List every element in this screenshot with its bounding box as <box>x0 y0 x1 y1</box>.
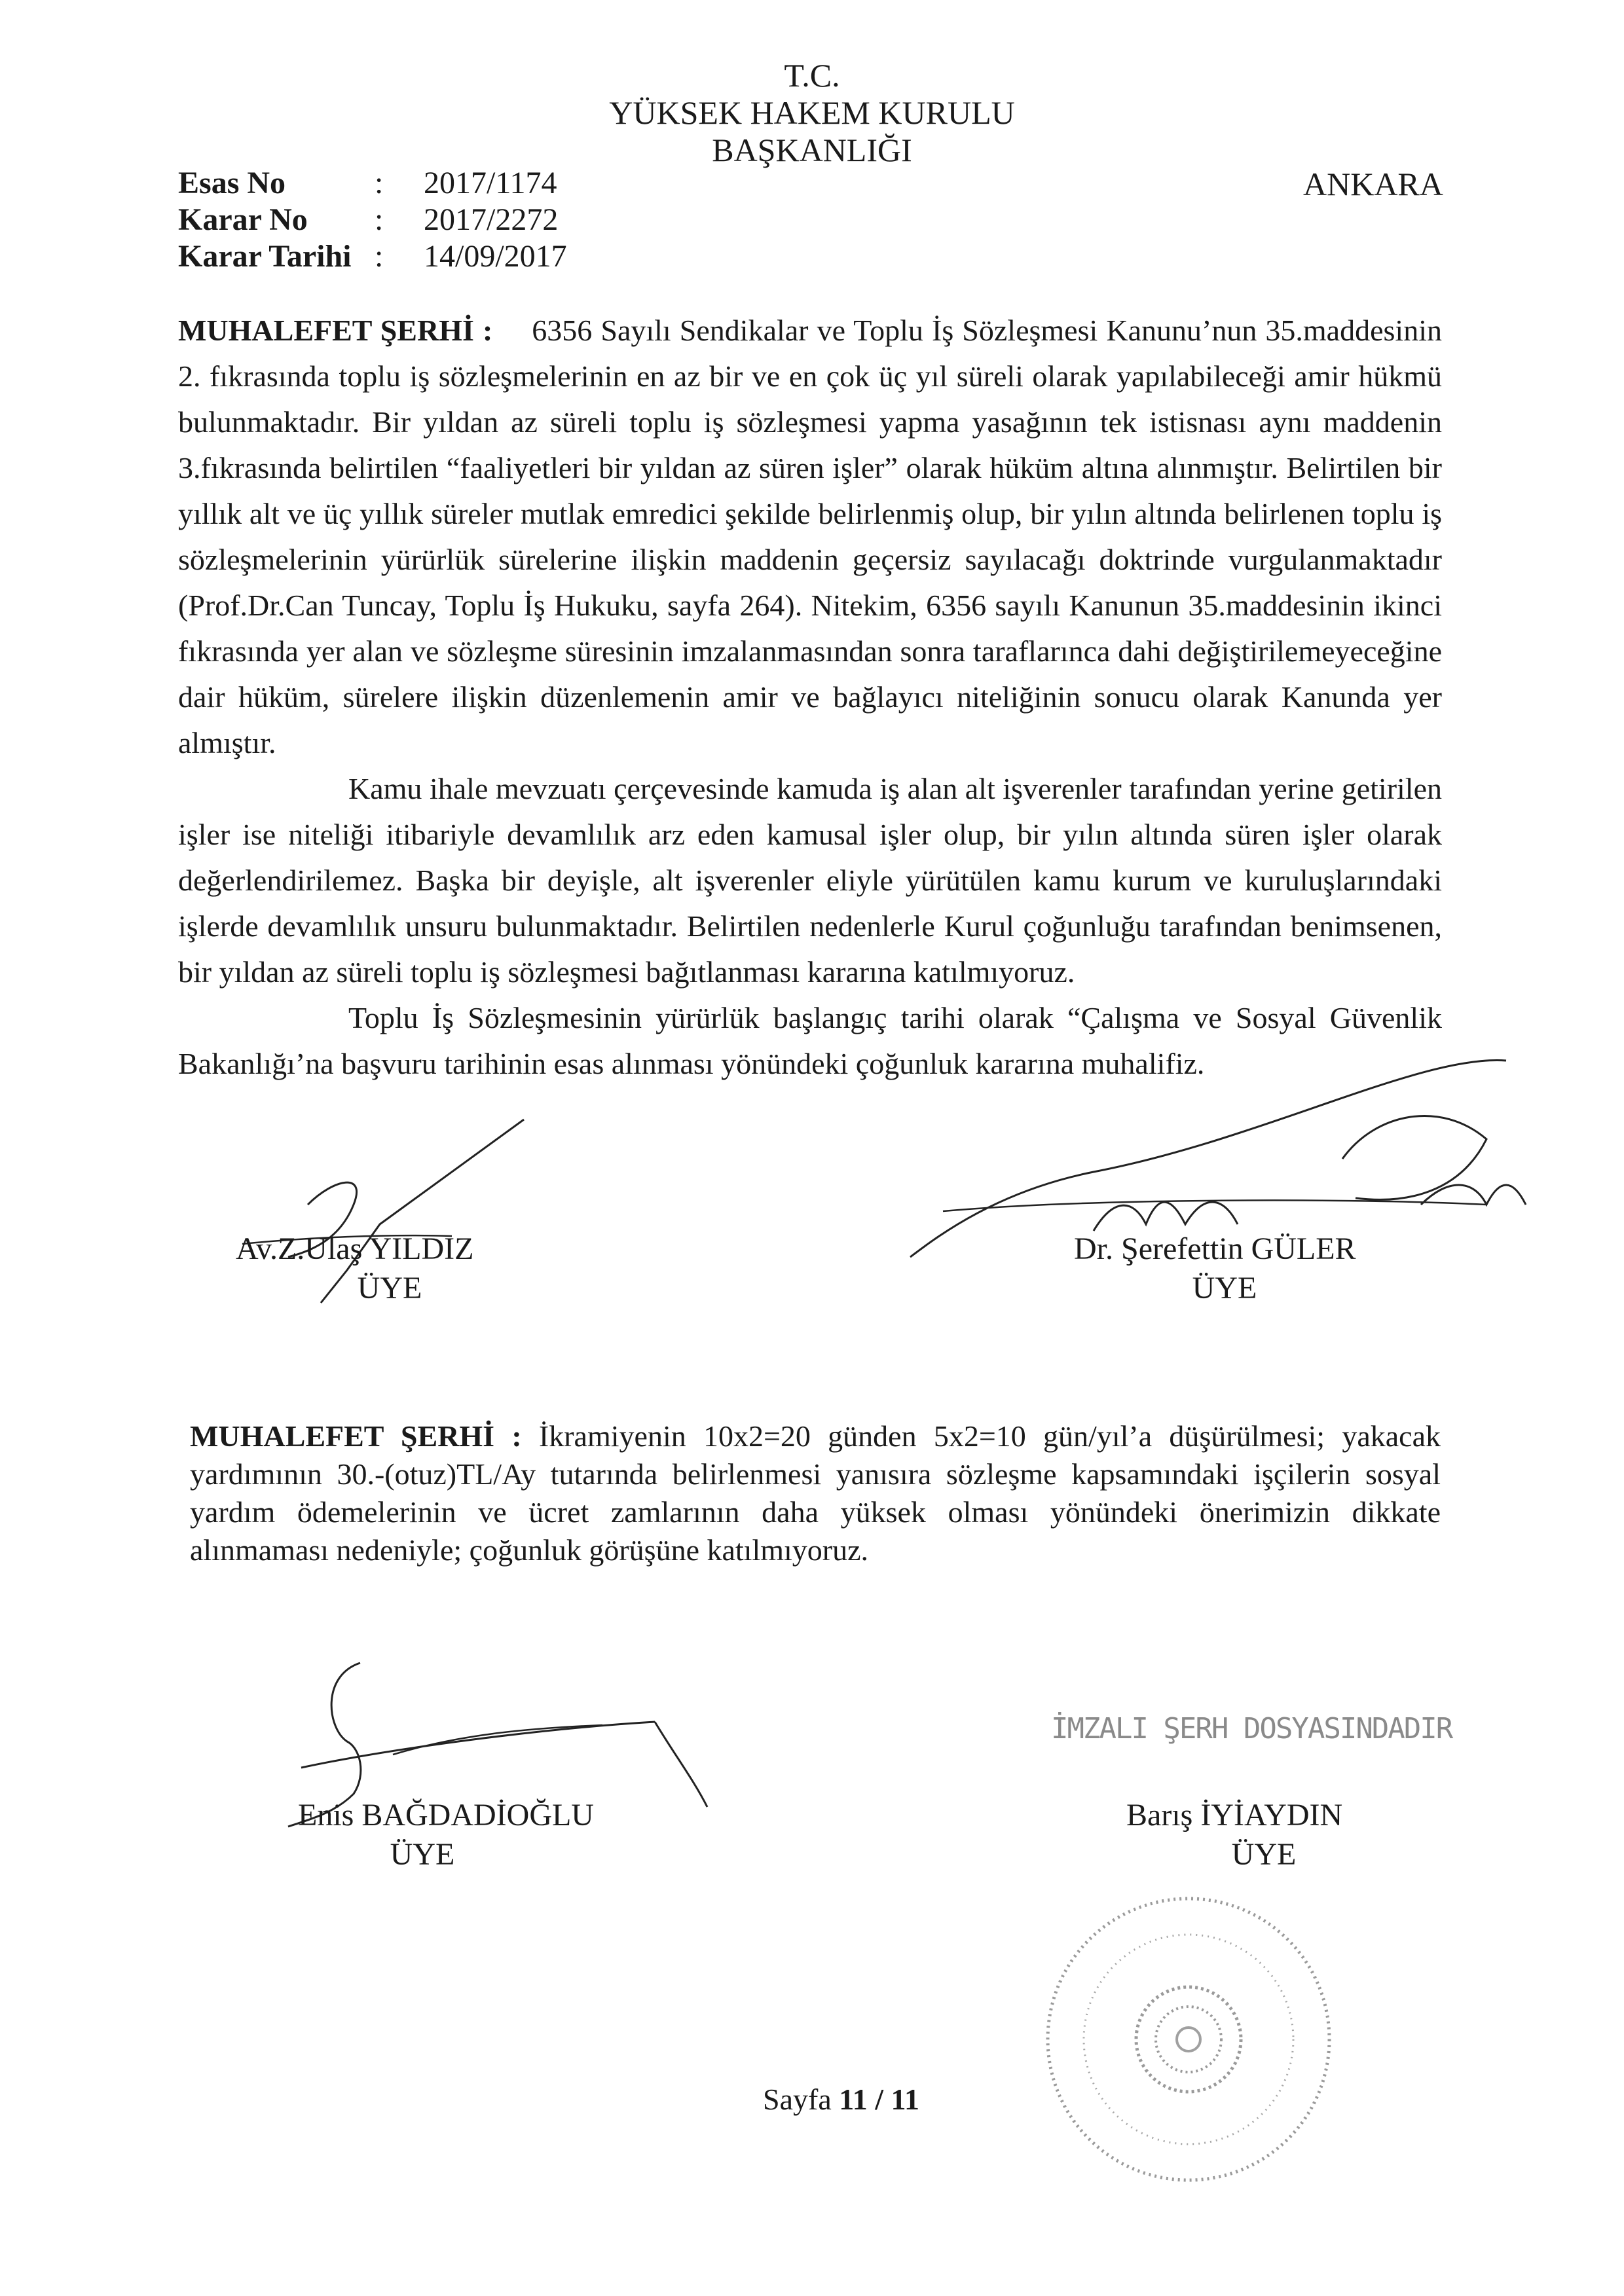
dissent-section-2-text: İkramiyenin 10x2=20 günden 5x2=10 gün/yıl’a düşürülmesi; yakacak yardımının 30.-(otuz)TL/Ay tutarında belirlenmesi yanısıra sözleşme kapsamındaki işçilerin sosyal yardım ödemelerinin ve ücret zamlarının daha yüksek olması yönündeki önerimizin dikkate alınmaması nedeniyle; çoğunluk görüşüne katılmıyoruz. <box>190 1419 1441 1567</box>
signature-on-file-stamp: İMZALI ŞERH DOSYASINDADIR <box>1051 1712 1452 1745</box>
karar-colon: : <box>375 202 384 237</box>
header-institution: YÜKSEK HAKEM KURULU <box>609 94 1015 131</box>
header-tc: T.C. <box>784 57 840 94</box>
dissent-paragraph-3: Toplu İş Sözleşmesinin yürürlük başlangıç tarihi olarak “Çalışma ve Sosyal Güvenlik Bakanlığı’na başvuru tarihinin esas alınması yönündeki çoğunluk kararına muhalifiz. <box>178 1001 1442 1080</box>
tarih-colon: : <box>375 239 384 274</box>
official-seal <box>1035 1886 1342 2193</box>
esas-colon: : <box>375 166 384 200</box>
tarih-row <box>178 238 637 275</box>
signer-bagdadioglu-name: Enis BAĞDADİOĞLU <box>298 1798 594 1832</box>
case-meta <box>178 165 637 276</box>
signer-yildiz-role: ÜYE <box>357 1271 422 1305</box>
esas-value: 2017/1174 <box>424 166 557 200</box>
dissent-paragraph-1-text: 6356 Sayılı Sendikalar ve Toplu İş Sözleşmesi Kanunu’nun 35.maddesinin 2. fıkrasında toplu iş sözleşmelerinin en az bir ve en çok üç yıl süreli olarak yapılabileceği amir hükmü bulunmaktadır. Bir yıldan az süreli toplu iş sözleşmesi yapma yasağının tek istisnası aynı maddenin 3.fıkrasında belirtilen “faaliyetleri bir yıldan az süren işler” olarak hüküm altına alınmıştır. Belirtilen bir yıllık alt ve üç yıllık süreler mutlak emredici şekilde belirlenmiş olup, bir yılın altında belirlenen toplu iş sözleşmelerinin yürürlük sürelerine ilişkin maddenin geçersiz sayılacağı doktrinde vurgulanmaktadır (Prof.Dr.Can Tuncay, Toplu İş Hukuku, sayfa 264). Nitekim, 6356 sayılı Kanunun 35.maddesinin ikinci fıkrasında yer alan ve sözleşme süresinin imzalanmasından sonra taraflarınca dahi değiştirilemeyeceğine dair hüküm, sürelere ilişkin düzenlemenin amir ve bağlayıcı niteliğinin sonucu olarak Kanunda yer almıştır. <box>178 314 1442 759</box>
esas-row <box>178 165 637 202</box>
dissent-heading-1: MUHALEFET ŞERHİ : <box>178 314 493 347</box>
karar-value: 2017/2272 <box>424 202 559 237</box>
tarih-value: 14/09/2017 <box>424 239 567 274</box>
signer-iyiaydin-role: ÜYE <box>1231 1837 1297 1872</box>
signer-iyiaydin-name: Barış İYİAYDIN <box>1126 1798 1343 1832</box>
karar-label: Karar No <box>178 202 308 237</box>
signer-guler-role: ÜYE <box>1192 1271 1257 1305</box>
header-department: BAŞKANLIĞI <box>712 132 912 168</box>
dissent-section-1 <box>178 308 1442 1087</box>
header-city: ANKARA <box>1303 166 1443 202</box>
signer-yildiz-name: Av.Z.Ulaş YILDIZ <box>236 1231 474 1266</box>
page-value: 11 / 11 <box>839 2083 919 2116</box>
esas-label: Esas No <box>178 166 286 200</box>
signer-bagdadioglu-role: ÜYE <box>390 1837 455 1872</box>
dissent-paragraph-2: Kamu ihale mevzuatı çerçevesinde kamuda iş alan alt işverenler tarafından yerine getirilen işler ise niteliği itibariyle devamlılık arz eden kamusal işler olup, bir yılın altında süren işler olarak değerlendirilemez. Başka bir deyişle, alt işverenler eliyle yürütülen kamu kurum ve kuruluşlarındaki işlerde devamlılık unsuru bulunmaktadır. Belirtilen nedenlerle Kurul çoğunluğu tarafından benimsenen, bir yıldan az süreli toplu iş sözleşmesi bağıtlanması kararına katılmıyoruz. <box>178 772 1442 989</box>
signer-guler-name: Dr. Şerefettin GÜLER <box>1074 1231 1356 1266</box>
tarih-label: Karar Tarihi <box>178 239 352 274</box>
dissent-heading-2: MUHALEFET ŞERHİ : <box>190 1419 522 1453</box>
dissent-section-2 <box>190 1417 1441 1569</box>
dissent-paragraph-1 <box>178 308 1442 766</box>
page-number <box>763 2082 919 2117</box>
page-label: Sayfa <box>763 2083 832 2116</box>
karar-row <box>178 202 637 238</box>
